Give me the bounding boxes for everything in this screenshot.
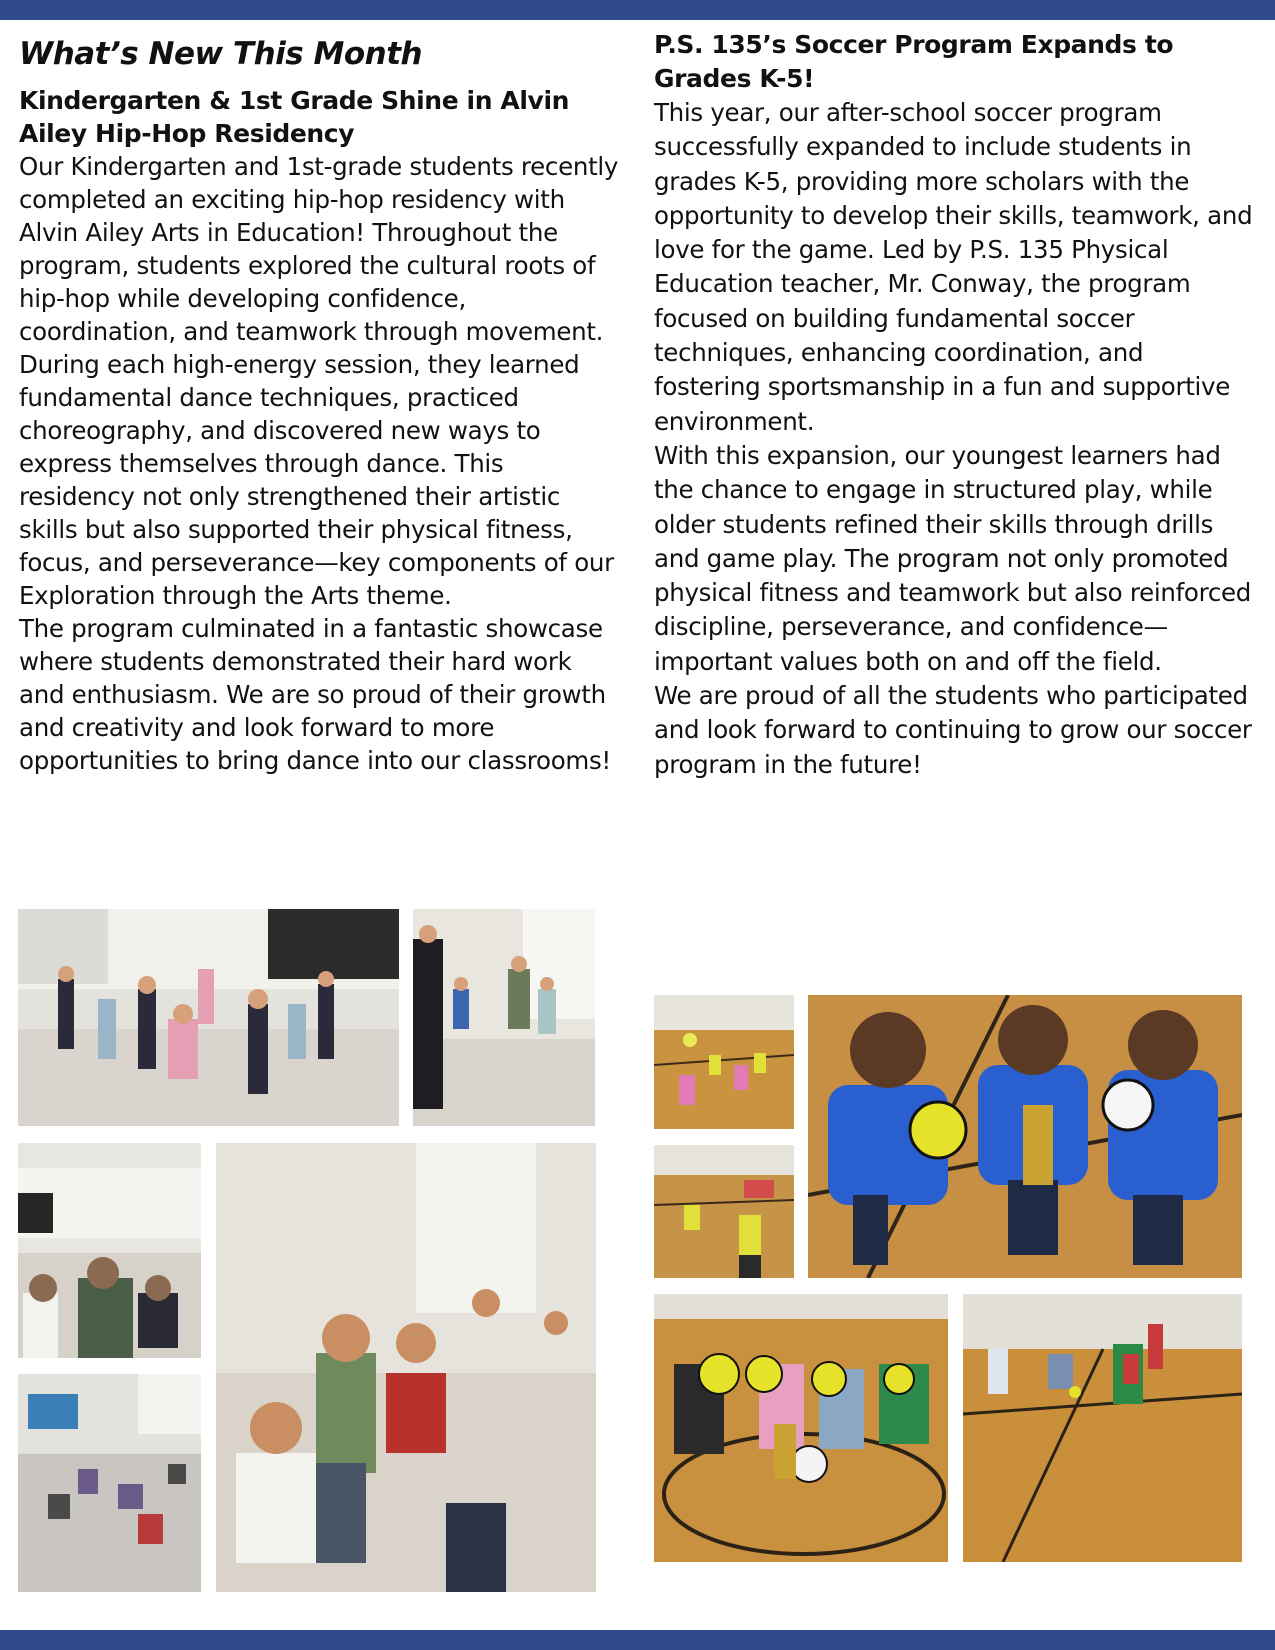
bottom-brand-bar — [0, 1630, 1275, 1650]
top-brand-bar — [0, 0, 1275, 20]
dance-class-photo-5 — [18, 1374, 201, 1592]
soccer-game-photo — [963, 1294, 1242, 1562]
soccer-team-photo — [654, 1294, 948, 1562]
hiphop-headline: Kindergarten & 1st Grade Shine in Alvin Ailey Hip-Hop Residency — [19, 86, 570, 148]
soccer-headline: P.S. 135’s Soccer Program Expands to Grades K-5! — [654, 30, 1174, 93]
soccer-paragraph-1: This year, our after-school soccer program successfully expanded to include students in grades K-5, providing more scholars with the opportunity to develop their skills, teamwork, and love for the game. Led by P.S. 135 Physical Education teacher, Mr. Conway, the program focused on building fundamental soccer techniques, enhancing coordination, and fostering sportsmanship in a fun and supportive environment. — [654, 98, 1253, 436]
left-article — [19, 34, 619, 777]
dance-class-photo-1 — [18, 909, 399, 1126]
soccer-photo-2 — [654, 1145, 794, 1278]
hiphop-paragraph-1: Our Kindergarten and 1st-grade students recently completed an exciting hip-hop residency with Alvin Ailey Arts in Education! Throughout the program, students explored the cultural roots of hip-hop while developing confidence, coordination, and teamwork through movement. — [19, 152, 619, 346]
soccer-paragraph-3: We are proud of all the students who participated and look forward to continuing to grow our soccer program in the future! — [654, 681, 1252, 779]
right-article — [654, 28, 1254, 782]
soccer-photo-1 — [654, 995, 794, 1129]
soccer-trophy-photo — [808, 995, 1242, 1278]
dance-class-photo-4 — [216, 1143, 596, 1592]
hiphop-paragraph-2: During each high-energy session, they learned fundamental dance techniques, practiced choreography, and discovered new ways to express themselves through dance. This residency not only strengthened their artistic skills but also supported their physical fitness, focus, and perseverance—key components of our Exploration through the Arts theme. — [19, 350, 614, 610]
hiphop-paragraph-3: The program culminated in a fantastic showcase where students demonstrated their hard work and enthusiasm. We are so proud of their growth and creativity and look forward to more opportunities to bring dance into our classrooms! — [19, 614, 611, 775]
dance-class-photo-3 — [18, 1143, 201, 1358]
dance-class-photo-2 — [413, 909, 595, 1126]
section-title: What’s New This Month — [19, 36, 423, 72]
soccer-paragraph-2: With this expansion, our youngest learners had the chance to engage in structured play, while older students refined their skills through drills and game play. The program not only promoted physical fitness and teamwork but also reinforced discipline, perseverance, and confidence—important values both on and off the field. — [654, 440, 1252, 676]
